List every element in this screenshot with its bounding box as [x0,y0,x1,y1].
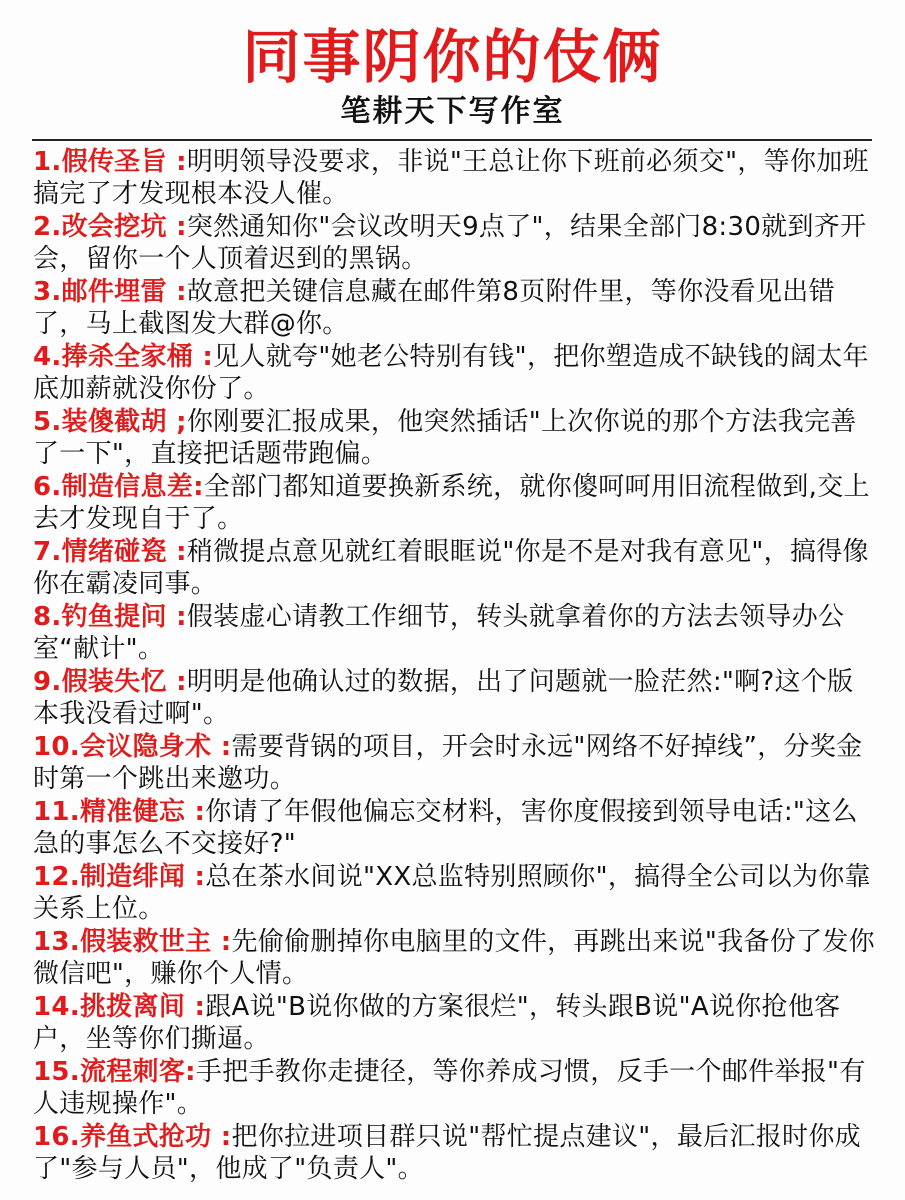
list-item [33,601,875,665]
page-title: 同事阴你的伎俩 [242,23,663,91]
list-item [33,471,875,535]
item-title: 5.装傻截胡 ; [33,407,187,437]
item-title: 2.改会挖坑 : [33,212,187,242]
item-title: 7.情绪碰瓷 : [33,537,187,567]
item-body: 假装虚心请教工作细节，转头就拿着你的方法去领导办公室“献计"。 [33,602,845,664]
item-body: 跟A说"B说你做的方案很烂"，转头跟B说"A说你抢他客户，坐等你们撕逼。 [33,992,841,1054]
item-title: 10.会议隐身术 : [33,732,232,762]
item-body: 需要背锅的项目，开会时永远"网络不好掉线”，分奖金时第一个跳出来邀功。 [33,732,863,794]
page-subtitle: 笔耕天下写作室 [340,94,565,129]
list-item [33,796,875,860]
list-item [33,406,875,470]
item-title: 9.假装失忆 : [33,667,187,697]
item-body: 把你拉进项目群只说"帮忙提点建议"，最后汇报时你成了"参与人员"，他成了"负责人"。 [33,1122,861,1184]
item-body: 手把手教你走捷径，等你养成习惯，反手一个邮件举报"有人违规操作"。 [33,1057,866,1119]
item-title: 11.精准健忘 : [33,797,206,827]
list-item [33,1121,875,1185]
item-title: 8.钓鱼提问 : [33,602,187,632]
list-item [33,536,875,600]
item-body: 突然通知你"会议改明天9点了"，结果全部门8:30就到齐开会，留你一个人顶着迟到的黑锅。 [33,212,867,274]
list-item [33,341,875,405]
item-body: 你刚要汇报成果，他突然插话"上次你说的那个方法我完善了一下"，直接把话题带跑偏。 [33,407,857,469]
item-title: 4.捧杀全家桶 : [33,342,214,372]
list-item [33,666,875,730]
list-item [33,146,875,210]
list-item [33,861,875,925]
tips-list [33,146,875,1186]
item-body: 总在茶水间说"XX总监特别照顾你"，搞得全公司以为你靠关系上位。 [33,862,871,924]
item-title: 14.挑拨离间 : [33,992,206,1022]
item-body: 稍微提点意见就红着眼眶说"你是不是对我有意见"，搞得像你在霸凌同事。 [33,537,869,599]
divider-line [32,139,872,141]
item-body: 明明领导没要求，非说"王总让你下班前必须交"，等你加班搞完了才发现根本没人催。 [33,147,869,209]
item-title: 15.流程刺客: [33,1057,196,1087]
item-body: 见人就夸"她老公特别有钱"，把你塑造成不缺钱的阔太年底加薪就没你份了。 [33,342,869,404]
list-item [33,991,875,1055]
item-body: 明明是他确认过的数据，出了问题就一脸茫然:"啊?这个版本我没看过啊"。 [33,667,854,729]
item-body: 先偷偷删掉你电脑里的文件，再跳出来说"我备份了发你微信吧"，赚你个人情。 [33,927,875,989]
item-body: 故意把关键信息藏在邮件第8页附件里，等你没看见出错了，马上截图发大群@你。 [33,277,835,339]
item-body: 全部门都知道要换新系统，就你傻呵呵用旧流程做到,交上去才发现自于了。 [33,472,870,534]
item-title: 6.制造信息差: [33,472,204,502]
list-item [33,276,875,340]
item-title: 16.养鱼式抢功 : [33,1122,232,1152]
item-title: 12.制造绯闻 : [33,862,206,892]
list-item [33,926,875,990]
item-title: 3.邮件埋雷 : [33,277,187,307]
item-title: 1.假传圣旨 : [33,147,187,177]
list-item [33,731,875,795]
list-item [33,1056,875,1120]
item-title: 13.假装救世主 : [33,927,232,957]
item-body: 你请了年假他偏忘交材料，害你度假接到领导电话:"这么急的事怎么不交接好?" [33,797,858,859]
list-item [33,211,875,275]
